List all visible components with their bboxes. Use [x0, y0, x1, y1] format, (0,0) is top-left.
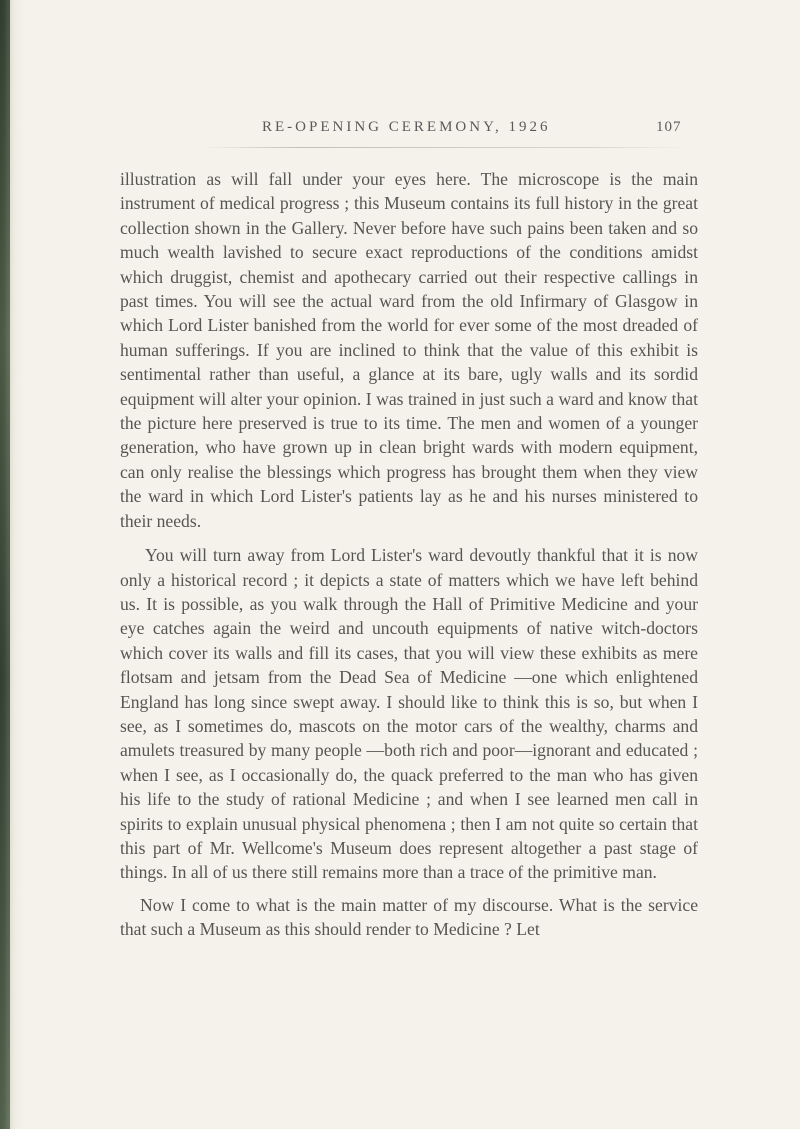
running-head [0, 119, 800, 141]
paragraph-1: illustration as will fall under your eyes here. The microscope is the main instrument of medical progress ; this Museum contains its full history in the great collection shown in the Gallery. Never before have such pains been taken and so much wealth lavished to secure exact reproductions of the conditions amidst which druggist, chemist and apothecary carried out their respective callings in past times. You will see the actual ward from the old Infirmary of Glasgow in which Lord Lister banished from the world for ever some of the most dreaded of human sufferings. If you are inclined to think that the value of this exhibit is sentimental rather than useful, a glance at its bare, ugly walls and its sordid equipment will alter your opinion. I was trained in just such a ward and know that the picture here preserved is true to its time. The men and women of a younger generation, who have grown up in clean bright wards with modern equipment, can only realise the blessings which progress has brought them when they view the ward in which Lord Lister's patients lay as he and his nurses ministered to their needs. [120, 169, 698, 531]
header-rule [200, 147, 690, 148]
paragraph-2: You will turn away from Lord Lister's ward devoutly thankful that it is now only a historical record ; it depicts a state of matters which we have left behind us. It is possible, as you walk through the Hall of Primitive Medicine and your eye catches again the weird and uncouth equipments of native witch-doctors which cover its walls and fill its cases, that you will view these exhibits as mere flotsam and jetsam from the Dead Sea of Medicine —one which enlightened England has long since swept away. I should like to think this is so, but when I see, as I sometimes do, mascots on the motor cars of the wealthy, charms and amulets treasured by many people —both rich and poor—ignorant and educated ; when I see, as I occasionally do, the quack preferred to the man who has given his life to the study of rational Medicine ; and when I see learned men call in spirits to explain unusual physical phenomena ; then I am not quite so certain that this part of Mr. Wellcome's Museum does represent altogether a past stage of things. In all of us there still remains more than a trace of the primitive man. [120, 545, 698, 883]
body-text [120, 167, 698, 942]
paragraph-3: Now I come to what is the main matter of my discourse. What is the service that such a Museum as this should render to Medicine ? Let [120, 894, 698, 940]
binding-gutter [0, 0, 10, 1129]
page-number: 107 [656, 119, 682, 135]
running-head-title: RE-OPENING CEREMONY, 1926 [262, 119, 551, 135]
